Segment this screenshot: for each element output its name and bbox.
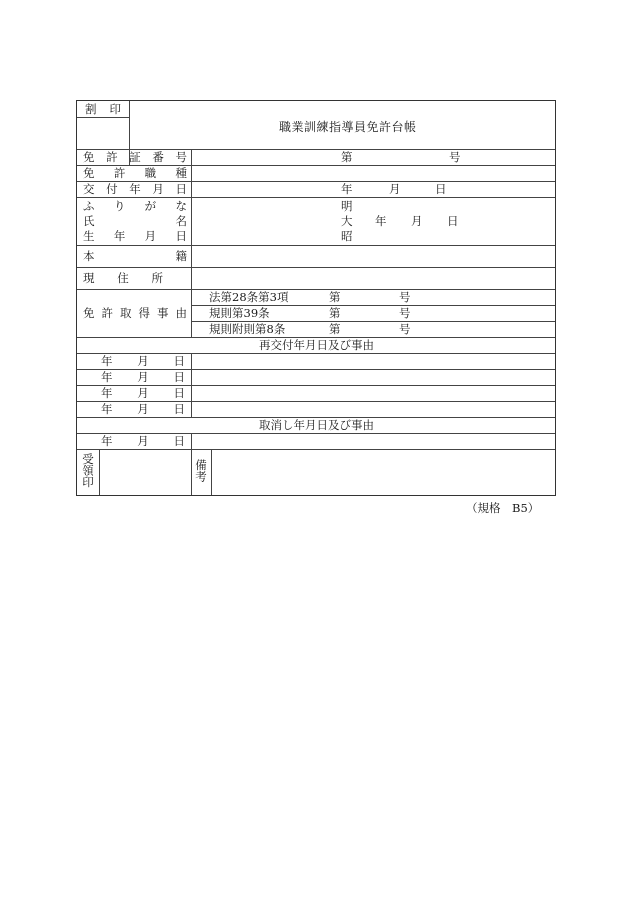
acquisition-suffix-2: 号 [399, 306, 411, 320]
remarks-label: 備考 [194, 459, 208, 482]
rule [77, 117, 129, 118]
reissue-date-2: 年 月 日 [101, 370, 185, 384]
acquisition-label: 免 許 取 得 事 由 [83, 306, 187, 320]
rule [191, 449, 192, 495]
domicile-label: 本 籍 [83, 249, 187, 263]
acquisition-suffix-3: 号 [399, 322, 411, 336]
era-meiji: 明 [341, 199, 353, 213]
name-label: 氏 名 [83, 214, 187, 228]
rule [191, 433, 192, 449]
cancellation-header: 取消し年月日及び事由 [259, 418, 374, 432]
page-title: 職業訓練指導員免許台帳 [279, 120, 417, 134]
rule [191, 353, 192, 417]
rule [77, 245, 555, 246]
rule [191, 149, 192, 337]
acquisition-basis-3: 規則附則第8条 [209, 322, 286, 336]
acquisition-prefix-2: 第 [329, 306, 341, 320]
birth-date-label: 生 年 月 日 [83, 229, 187, 243]
birth-year: 年 [375, 214, 387, 228]
acquisition-suffix-1: 号 [399, 290, 411, 304]
issue-date-year: 年 [341, 182, 353, 196]
license-type-label: 免 許 職 種 [83, 166, 187, 180]
license-number-label: 免 許 証 番 号 [83, 150, 187, 164]
reissue-date-1: 年 月 日 [101, 354, 185, 368]
issue-date-day: 日 [435, 182, 447, 196]
license-number-prefix: 第 [341, 150, 353, 164]
birth-month: 月 [411, 214, 423, 228]
rule [99, 449, 100, 495]
acquisition-basis-1: 法第28条第3項 [209, 290, 289, 304]
rule [211, 449, 212, 495]
rule [77, 449, 555, 450]
issue-date-label: 交 付 年 月 日 [83, 182, 187, 196]
reissue-header: 再交付年月日及び事由 [259, 338, 374, 352]
seal-label: 割 印 [85, 102, 121, 116]
cancellation-date: 年 月 日 [101, 434, 185, 448]
era-taisho: 大 [341, 214, 353, 228]
rule [77, 289, 555, 290]
issue-date-month: 月 [389, 182, 401, 196]
address-label: 現 住 所 [83, 271, 163, 285]
reissue-date-4: 年 月 日 [101, 402, 185, 416]
receipt-seal-label: 受領印 [81, 453, 95, 488]
license-ledger-form [76, 100, 556, 496]
license-number-suffix: 号 [449, 150, 461, 164]
reissue-date-3: 年 月 日 [101, 386, 185, 400]
furigana-label: ふ り が な [83, 199, 187, 213]
paper-size-note: （規格 B5） [466, 501, 540, 515]
acquisition-basis-2: 規則第39条 [209, 306, 270, 320]
acquisition-prefix-1: 第 [329, 290, 341, 304]
rule [77, 267, 555, 268]
rule [77, 197, 555, 198]
birth-day: 日 [447, 214, 459, 228]
era-showa: 昭 [341, 229, 353, 243]
acquisition-prefix-3: 第 [329, 322, 341, 336]
